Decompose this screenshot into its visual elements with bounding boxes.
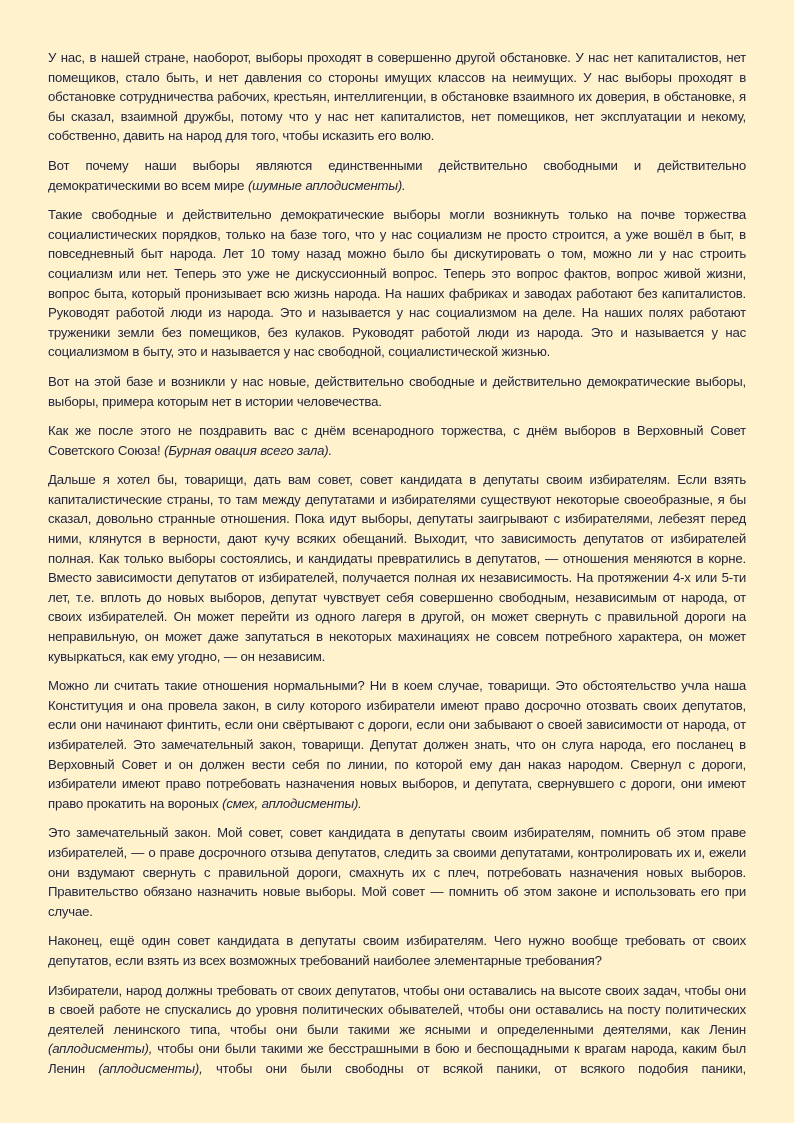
paragraph-text: Такие свободные и действительно демократические выборы могли возникнуть только на почве торжества социалистических порядков, только на базе того, что у нас социализм не просто строится, а уже вошёл в быт, в повседневный быт народа. Лет 10 тому назад можно было бы дискутировать о том, можно ли у нас строить социализм или нет. Теперь это уже не дискуссионный вопрос. Теперь это вопрос фактов, вопрос живой жизни, вопрос быта, который пронизывает всю жизнь народа. На наших фабриках и заводах работают без капиталистов. Руководят работой люди из народа. Это и называется у нас социализмом на деле. На наших полях работают труженики земли без помещиков, без кулаков. Руководят работой люди из народа. Это и называется у нас социализмом в быту, это и называется у нас свободной, социалистической жизнью. — [48, 207, 746, 360]
paragraph-text: Избиратели, народ должны требовать от своих депутатов, чтобы они оставались на высоте своих задач, чтобы они в своей работе не спускались до уровня политических обывателей, чтобы они оставались на посту политических деятелей ленинского типа, чтобы они были такими же ясными и определенными деятелями, как Ленин — [48, 982, 746, 1037]
paragraph-6 — [48, 470, 746, 666]
paragraph-8 — [48, 823, 746, 921]
paragraph-text: чтобы они были такими же бесстрашными в бою и беспощадными к врагам народа, каким был Ленин — [48, 1041, 746, 1076]
paragraph-10 — [48, 981, 746, 1079]
paragraph-3 — [48, 205, 746, 362]
paragraph-1 — [48, 48, 746, 146]
audience-reaction: (шумные аплодисменты). — [247, 177, 406, 193]
paragraph-text: У нас, в нашей стране, наоборот, выборы проходят в совершенно другой обстановке. У нас нет капиталистов, нет помещиков, стало быть, и нет давления со стороны имущих классов на неимущих. У нас выборы проходят в обстановке сотрудничества рабочих, крестьян, интеллигенции, в обстановке взаимного их доверия, в обстановке, я бы сказал, взаимной дружбы, потому что у нас нет капиталистов, нет помещиков, нет эксплуатации и некому, собственно, давить на народ для того, чтобы исказить его волю. — [48, 50, 746, 144]
paragraph-text: Вот на этой базе и возникли у нас новые, действительно свободные и действительно демократические выборы, выборы, примера которым нет в истории человечества. — [48, 373, 746, 409]
audience-reaction: (аплодисменты), — [98, 1060, 203, 1076]
paragraph-text: чтобы они были свободны от всякой паники, от всякого подобия паники, — [202, 1060, 746, 1076]
paragraph-2 — [48, 156, 746, 195]
paragraph-text: Можно ли считать такие отношения нормальными? Ни в коем случае, товарищи. Это обстоятельство учла наша Конституция и она провела закон, в силу которого избиратели имеют право досрочно отозвать своих депутатов, если они начинают финтить, если они свёртывают с дороги, если они забывают о своей зависимости от народа, от избирателей. Это замечательный закон, товарищи. Депутат должен знать, что он слуга народа, его посланец в Верховный Совет и он должен вести себя по линии, по которой ему дан наказ народом. Свернул с дороги, избиратели имеют право потребовать назначения новых выборов, и депутата, свернувшего с дороги, они имеют право прокатить на вороных — [48, 678, 746, 811]
paragraph-7 — [48, 676, 746, 813]
audience-reaction: (Бурная овация всего зала). — [164, 442, 332, 458]
paragraph-text: Вот почему наши выборы являются единственными действительно свободными и действительно демократическими во всем мире — [48, 157, 746, 193]
paragraph-text: Наконец, ещё один совет кандидата в депутаты своим избирателям. Чего нужно вообще требовать от своих депутатов, если взять из всех возможных требований наиболее элементарные требования? — [48, 933, 746, 968]
paragraph-text: Как же после этого не поздравить вас с днём всенародного торжества, с днём выборов в Верховный Совет Советского Союза! — [48, 423, 746, 458]
paragraph-4 — [48, 372, 746, 411]
audience-reaction: (смех, аплодисменты). — [222, 795, 362, 811]
paragraph-text: Это замечательный закон. Мой совет, совет кандидата в депутаты своим избирателям, помнить об этом праве избирателей, — о праве досрочного отзыва депутатов, следить за своими депутатами, контролировать их и, ежели они вздумают свернуть с правильной дороги, смахнуть их с плеч, потребовать назначения новых выборов. Правительство обязано назначить новые выборы. Мой совет — помнить об этом законе и использовать его при случае. — [48, 825, 746, 919]
paragraph-9 — [48, 931, 746, 970]
paragraph-text: Дальше я хотел бы, товарищи, дать вам совет, совет кандидата в депутаты своим избирателям. Если взять капиталистические страны, то там между депутатами и избирателями существуют некоторые своеобразные, я бы сказал, довольно странные отношения. Пока идут выборы, депутаты заигрывают с избирателями, лебезят перед ними, клянутся в верности, дают кучу всяких обещаний. Выходит, что зависимость депутатов от избирателей полная. Как только выборы состоялись, и кандидаты превратились в депутатов, — отношения меняются в корне. Вместо зависимости депутатов от избирателей, получается полная их независимость. На протяжении 4-х или 5-ти лет, т.е. вплоть до новых выборов, депутат чувствует себя совершенно свободным, независимым от народа, от своих избирателей. Он может перейти из одного лагеря в другой, он может свернуть с правильной дороги на неправильную, он может даже запутаться в некоторых махинациях не совсем потребного характера, он может кувыркаться, как ему угодно, — он независим. — [48, 472, 746, 664]
audience-reaction: (аплодисменты), — [48, 1041, 153, 1057]
paragraph-5 — [48, 421, 746, 460]
document-page — [48, 48, 746, 1089]
